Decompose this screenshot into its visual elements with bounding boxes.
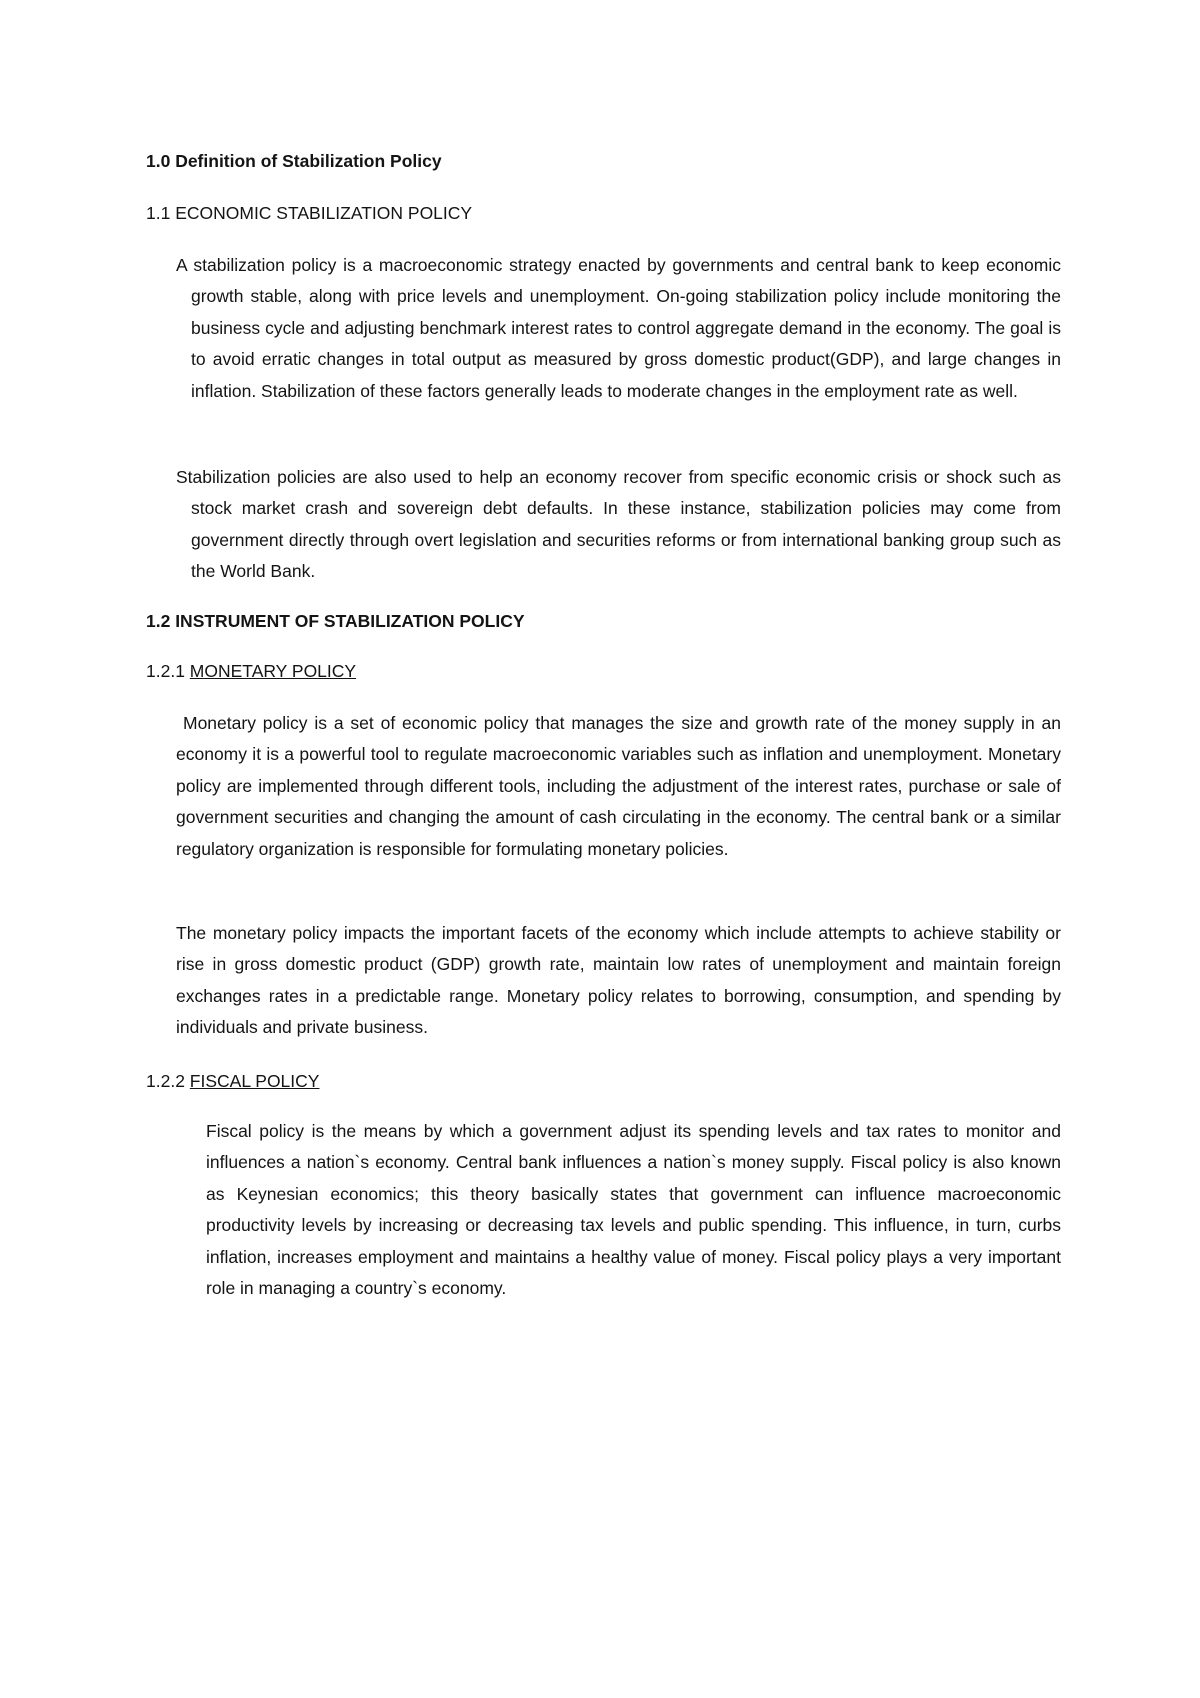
section-heading-1-2-1 (146, 660, 356, 682)
section-number: 1.2.2 (146, 1071, 190, 1091)
section-heading-1-1: 1.1 ECONOMIC STABILIZATION POLICY (146, 203, 473, 223)
paragraph-stabilization-definition: A stabilization policy is a macroeconomic strategy enacted by governments and central bank to keep economic growth stable, along with price levels and unemployment. On-going stabilization policy include monitoring the business cycle and adjusting benchmark interest rates to control aggregate demand in the economy. The goal is to avoid erratic changes in total output as measured by gross domestic product(GDP), and large changes in inflation. Stabilization of these factors generally leads to moderate changes in the employment rate as well. (176, 255, 1061, 401)
paragraph-stabilization-crisis: Stabilization policies are also used to help an economy recover from specific economic crisis or shock such as stock market crash and sovereign debt defaults. In these instance, stabilization policies may come from government directly through overt legislation and securities reforms or from international banking group such as the World Bank. (176, 467, 1061, 582)
paragraph-monetary-policy-impacts: The monetary policy impacts the important facets of the economy which include attempts to achieve stability or rise in gross domestic product (GDP) growth rate, maintain low rates of unemployment and maintain foreign exchanges rates in a predictable range. Monetary policy relates to borrowing, consumption, and spending by individuals and private business. (176, 923, 1061, 1038)
section-title-monetary-policy: MONETARY POLICY (189, 661, 357, 681)
section-heading-1-0: 1.0 Definition of Stabilization Policy (146, 151, 442, 171)
section-number: 1.2.1 (146, 661, 190, 681)
paragraph-monetary-policy-definition: Monetary policy is a set of economic policy that manages the size and growth rate of the money supply in an economy it is a powerful tool to regulate macroeconomic variables such as inflation and unemployment. Monetary policy are implemented through different tools, including the adjustment of the interest rates, purchase or sale of government securities and changing the amount of cash circulating in the economy. The central bank or a similar regulatory organization is responsible for formulating monetary policies. (176, 713, 1061, 859)
section-title-fiscal-policy: FISCAL POLICY (189, 1071, 320, 1091)
section-heading-1-2: 1.2 INSTRUMENT OF STABILIZATION POLICY (146, 611, 525, 631)
section-heading-1-2-2 (146, 1070, 319, 1092)
paragraph-fiscal-policy: Fiscal policy is the means by which a government adjust its spending levels and tax rates to monitor and influences a nation`s economy. Central bank influences a nation`s money supply. Fiscal policy is also known as Keynesian economics; this theory basically states that government can influence macroeconomic productivity levels by increasing or decreasing tax levels and public spending. This influence, in turn, curbs inflation, increases employment and maintains a healthy value of money. Fiscal policy plays a very important role in managing a country`s economy. (206, 1121, 1061, 1299)
